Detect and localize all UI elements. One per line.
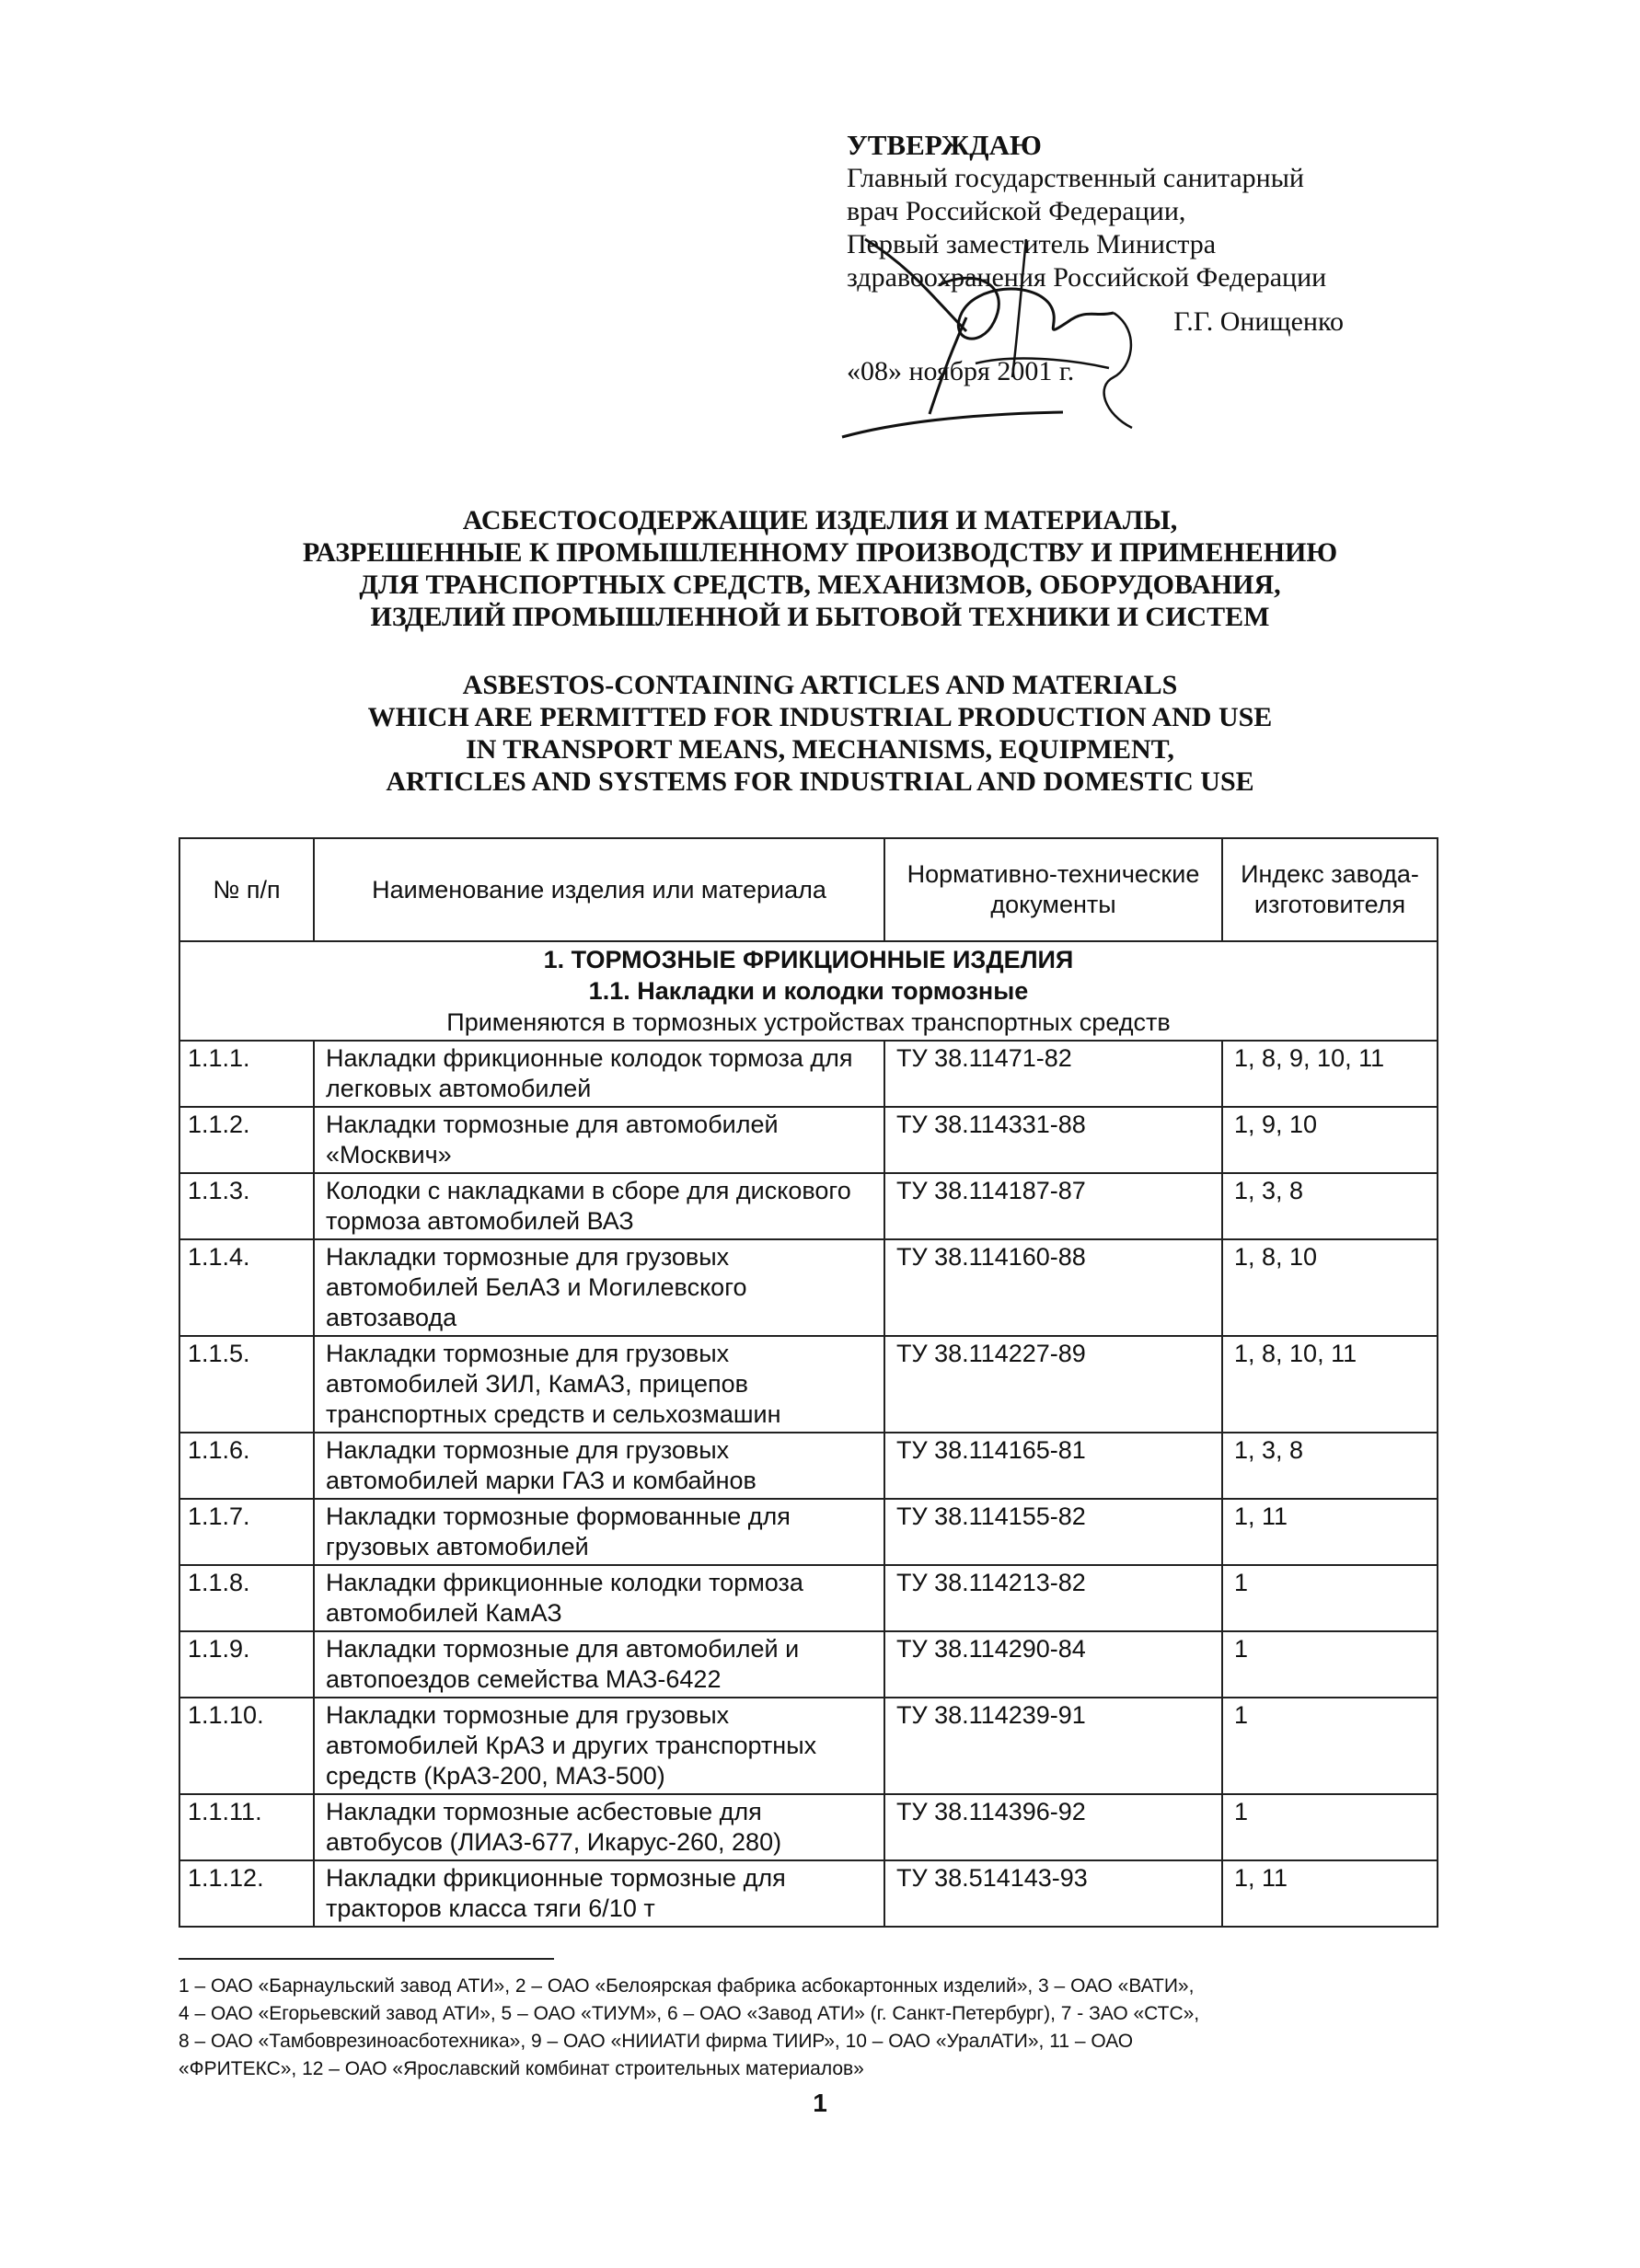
row-number: 1.1.9. [179,1631,314,1698]
approval-line: Первый заместитель Министра [847,229,1217,259]
approval-line: врач Российской Федерации, [847,196,1186,226]
row-factory-index: 1 [1222,1794,1438,1860]
row-item-name: Накладки тормозные для грузовых автомобилей КрАЗ и других транспортных средств (КрАЗ-200, МАЗ-500) [314,1698,884,1794]
row-number: 1.1.10. [179,1698,314,1794]
row-number: 1.1.12. [179,1860,314,1927]
row-item-name: Накладки тормозные асбестовые для автобусов (ЛИАЗ-677, Икарус-260, 280) [314,1794,884,1860]
section-title: 1. ТОРМОЗНЫЕ ФРИКЦИОННЫЕ ИЗДЕЛИЯ [543,946,1074,973]
row-item-name: Колодки с накладками в сборе для дискового тормоза автомобилей ВАЗ [314,1173,884,1239]
header-documents: Нормативно-технические документы [884,838,1222,941]
table-row [179,1698,1438,1794]
row-factory-index: 1, 9, 10 [1222,1107,1438,1173]
title-ru-line: РАЗРЕШЕННЫЕ К ПРОМЫШЛЕННОМУ ПРОИЗВОДСТВУ И ПРИМЕНЕНИЮ [302,537,1338,568]
table-row [179,1433,1438,1499]
row-item-name: Накладки фрикционные колодки тормоза автомобилей КамАЗ [314,1565,884,1631]
row-document: ТУ 38.114187-87 [884,1173,1222,1239]
section-header-cell [179,941,1438,1041]
row-factory-index: 1 [1222,1565,1438,1631]
table-row [179,1239,1438,1336]
title-en-line: IN TRANSPORT MEANS, MECHANISMS, EQUIPMENT, [466,734,1174,765]
row-number: 1.1.3. [179,1173,314,1239]
row-item-name: Накладки фрикционные колодок тормоза для легковых автомобилей [314,1041,884,1107]
title-en-line: ARTICLES AND SYSTEMS FOR INDUSTRIAL AND DOMESTIC USE [386,766,1254,797]
footnote-line: «ФРИТЕКС», 12 – ОАО «Ярославский комбинат строительных материалов» [179,2058,864,2079]
row-number: 1.1.6. [179,1433,314,1499]
table-row [179,1565,1438,1631]
row-number: 1.1.7. [179,1499,314,1565]
footnote-divider [179,1958,554,1960]
table-row [179,1499,1438,1565]
row-document: ТУ 38.114331-88 [884,1107,1222,1173]
table-row [179,1794,1438,1860]
row-number: 1.1.11. [179,1794,314,1860]
row-factory-index: 1, 3, 8 [1222,1433,1438,1499]
row-factory-index: 1, 8, 10 [1222,1239,1438,1336]
table-row [179,1041,1438,1107]
signature-image [837,230,1169,460]
row-document: ТУ 38.114155-82 [884,1499,1222,1565]
table-header-row [179,838,1438,941]
row-factory-index: 1, 8, 9, 10, 11 [1222,1041,1438,1107]
row-number: 1.1.1. [179,1041,314,1107]
table-row [179,1631,1438,1698]
row-item-name: Накладки тормозные для грузовых автомобилей БелАЗ и Могилевского автозавода [314,1239,884,1336]
row-factory-index: 1, 11 [1222,1499,1438,1565]
approval-date: «08» ноября 2001 г. [847,356,1075,386]
approval-title: УТВЕРЖДАЮ [847,129,1042,161]
row-document: ТУ 38.114396-92 [884,1794,1222,1860]
approval-line: здравоохранения Российской Федерации [847,262,1327,293]
row-number: 1.1.5. [179,1336,314,1433]
title-en-line: ASBESTOS-CONTAINING ARTICLES AND MATERIALS [462,670,1178,700]
header-factory-index: Индекс завода-изготовителя [1222,838,1438,941]
row-document: ТУ 38.11471-82 [884,1041,1222,1107]
row-factory-index: 1, 8, 10, 11 [1222,1336,1438,1433]
row-factory-index: 1, 3, 8 [1222,1173,1438,1239]
title-ru-line: ИЗДЕЛИЙ ПРОМЫШЛЕННОЙ И БЫТОВОЙ ТЕХНИКИ И СИСТЕМ [370,602,1270,632]
header-name: Наименование изделия или материала [314,838,884,941]
row-number: 1.1.8. [179,1565,314,1631]
row-factory-index: 1 [1222,1698,1438,1794]
row-factory-index: 1, 11 [1222,1860,1438,1927]
row-number: 1.1.2. [179,1107,314,1173]
table-body [179,941,1438,1927]
row-document: ТУ 38.514143-93 [884,1860,1222,1927]
table-row [179,1336,1438,1433]
row-document: ТУ 38.114213-82 [884,1565,1222,1631]
row-document: ТУ 38.114290-84 [884,1631,1222,1698]
title-en-line: WHICH ARE PERMITTED FOR INDUSTRIAL PRODUCTION AND USE [367,702,1273,732]
materials-table [179,837,1438,1928]
title-ru-line: ДЛЯ ТРАНСПОРТНЫХ СРЕДСТВ, МЕХАНИЗМОВ, ОБОРУДОВАНИЯ, [359,570,1281,600]
row-item-name: Накладки тормозные для автомобилей «Москвич» [314,1107,884,1173]
footnote-line: 4 – ОАО «Егорьевский завод АТИ», 5 – ОАО «ТИУМ», 6 – ОАО «Завод АТИ» (г. Санкт-Петербург), 7 - ЗАО «СТС», [179,2003,1200,2024]
document-title-en [110,669,1530,798]
footnote-line: 1 – ОАО «Барнаульский завод АТИ», 2 – ОАО «Белоярская фабрика асбокартонных изделий», 3 – ОАО «ВАТИ», [179,1975,1195,1997]
title-ru-line: АСБЕСТОСОДЕРЖАЩИЕ ИЗДЕЛИЯ И МАТЕРИАЛЫ, [462,505,1178,535]
row-factory-index: 1 [1222,1631,1438,1698]
row-document: ТУ 38.114165-81 [884,1433,1222,1499]
subsection-title: 1.1. Накладки и колодки тормозные [588,977,1029,1005]
row-item-name: Накладки тормозные для грузовых автомобилей ЗИЛ, КамАЗ, прицепов транспортных средств и сельхозмашин [314,1336,884,1433]
row-document: ТУ 38.114239-91 [884,1698,1222,1794]
row-item-name: Накладки тормозные для автомобилей и автопоездов семейства МАЗ-6422 [314,1631,884,1698]
row-item-name: Накладки тормозные формованные для грузовых автомобилей [314,1499,884,1565]
footnote-line: 8 – ОАО «Тамбоврезиноасботехника», 9 – ОАО «НИИАТИ фирма ТИИР», 10 – ОАО «УралАТИ», 11 – ОАО [179,2031,1134,2052]
table-row [179,1107,1438,1173]
section-note: Применяются в тормозных устройствах транспортных средств [446,1008,1171,1036]
row-item-name: Накладки фрикционные тормозные для тракторов класса тяги 6/10 т [314,1860,884,1927]
row-number: 1.1.4. [179,1239,314,1336]
header-number: № п/п [179,838,314,941]
page-number: 1 [813,2089,827,2117]
table-row [179,1860,1438,1927]
row-document: ТУ 38.114227-89 [884,1336,1222,1433]
footnote [179,1973,1441,2083]
approver-name: Г.Г. Онищенко [1173,306,1344,337]
row-document: ТУ 38.114160-88 [884,1239,1222,1336]
approval-line: Главный государственный санитарный [847,163,1304,193]
document-title-ru [110,504,1530,633]
row-item-name: Накладки тормозные для грузовых автомобилей марки ГАЗ и комбайнов [314,1433,884,1499]
table-row [179,1173,1438,1239]
section-header-row [179,941,1438,1041]
